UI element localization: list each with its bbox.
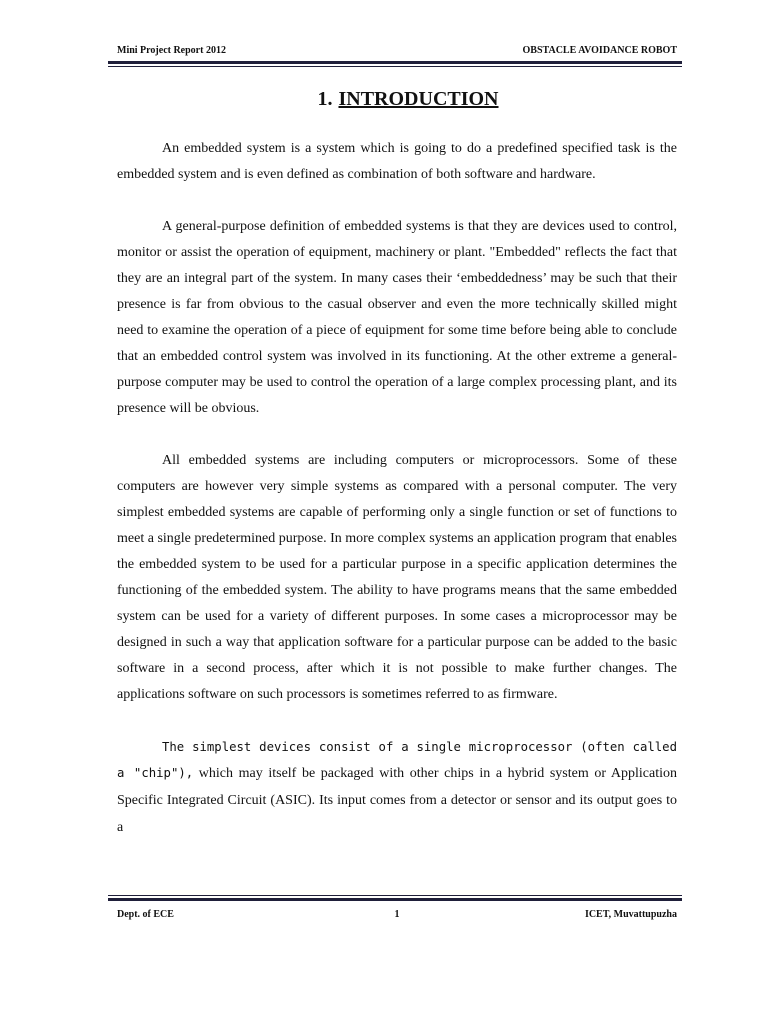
paragraph-4: [117, 734, 677, 841]
chapter-heading: INTRODUCTION: [338, 88, 499, 110]
footer-institution: ICET, Muvattupuzha: [584, 909, 677, 920]
header-rule-thin: [108, 66, 682, 67]
paragraph-1: An embedded system is a system which is going to do a predefined specified task is the embedded system and is even defined as combination of both software and hardware.: [117, 141, 677, 182]
header-rule-thick: [108, 61, 682, 64]
footer-rule-thick: [108, 898, 682, 901]
page-number: 1: [394, 909, 400, 920]
chapter-title: [108, 88, 708, 111]
chapter-number: 1.: [317, 88, 333, 110]
paragraph-3: All embedded systems are including computers or microprocessors. Some of these computers are however very simple systems as compared with a personal computer. The very simplest embedded systems are capable of performing only a single function or set of functions to meet a single predetermined purpose. In more complex systems an application program that enables the embedded system to be used for a particular purpose in a specific application determines the functioning of the embedded system. The ability to have programs means that the same embedded system can be used for a variety of different purposes. In some cases a microprocessor may be designed in such a way that application software for a particular purpose can be added to the basic software in a second process, after which it is not possible to make further changes. The applications software on such processors is sometimes referred to as firmware.: [117, 453, 677, 702]
header-report-title: Mini Project Report 2012: [117, 45, 226, 56]
paragraph-4-serif-text: which may itself be packaged with other chips in a hybrid system or Application Specific Integrated Circuit (ASIC). Its input comes from a detector or sensor and its output goes to a: [117, 766, 677, 835]
footer-department: Dept. of ECE: [117, 909, 174, 920]
header-project-title: OBSTACLE AVOIDANCE ROBOT: [522, 45, 677, 56]
footer-rule-thin: [108, 895, 682, 896]
page-footer: [117, 909, 677, 923]
page-header: [117, 45, 677, 59]
paragraph-2: A general-purpose definition of embedded systems is that they are devices used to control, monitor or assist the operation of equipment, machinery or plant. "Embedded" reflects the fact that they are an integral part of the system. In many cases their ‘embeddedness’ may be such that their presence is far from obvious to the casual observer and even the more technically skilled might need to examine the operation of a piece of equipment for some time before being able to conclude that an embedded control system was involved in its functioning. At the other extreme a general-purpose computer may be used to control the operation of a large complex processing plant, and its presence will be obvious.: [117, 219, 677, 416]
paragraph-4-mono-text: The simplest devices consist of a single microprocessor (often called a "chip"),: [117, 740, 677, 780]
body-text: [117, 136, 677, 867]
